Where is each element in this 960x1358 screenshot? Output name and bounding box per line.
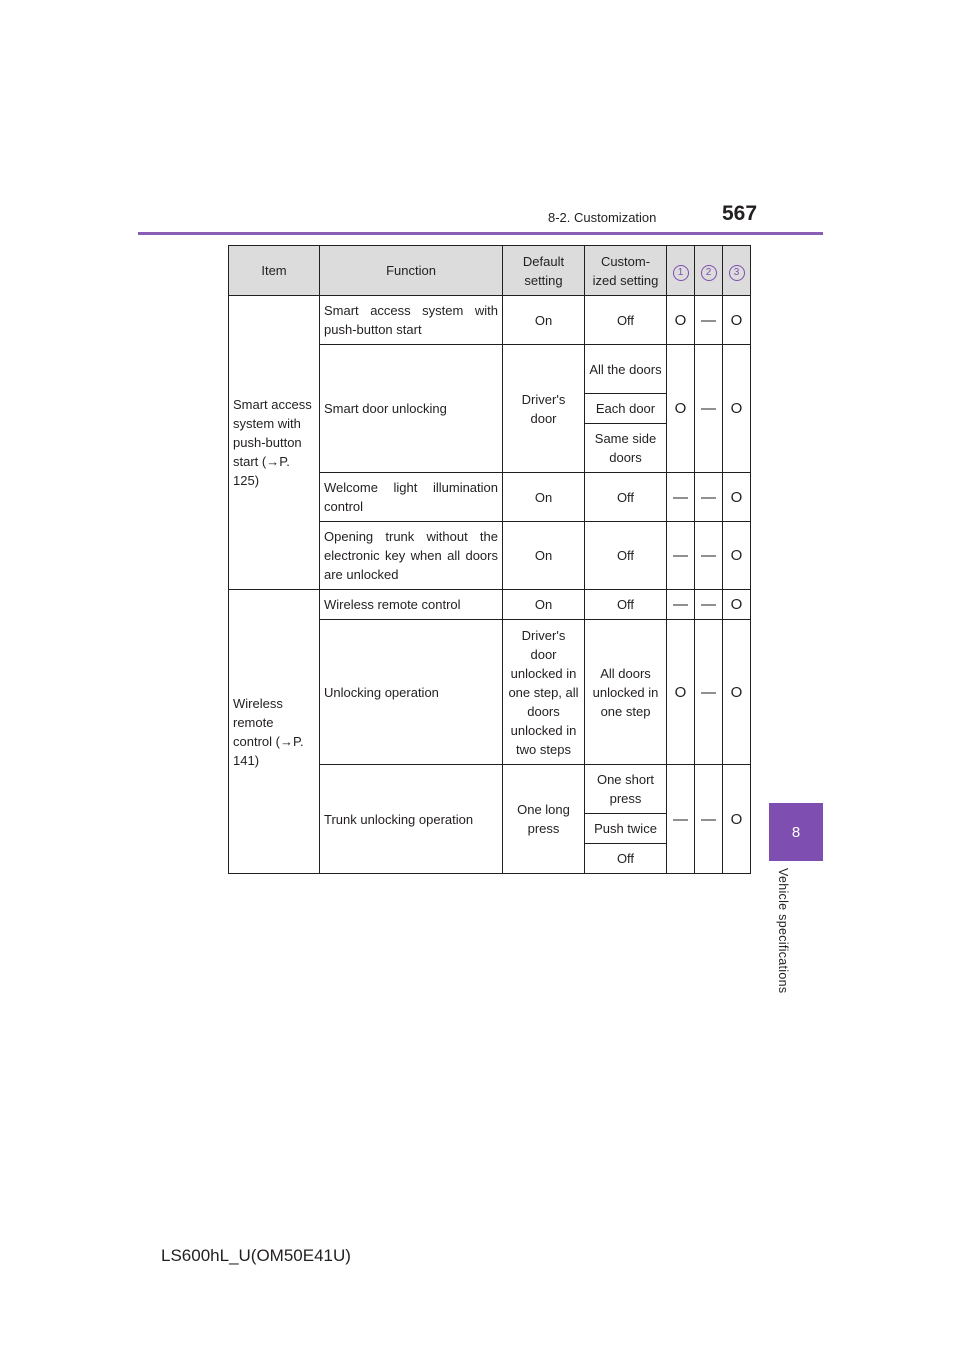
customized-cell: Off [585,296,667,345]
mark-cell: O [723,296,751,345]
mark-cell: O [723,620,751,765]
chapter-tab [769,803,823,861]
default-cell: On [503,473,585,522]
header-col1 [667,246,695,296]
header-item: Item [229,246,320,296]
customized-cell: Off [585,590,667,620]
function-cell: Smart door unlocking [320,345,503,473]
customization-table [228,245,751,874]
default-cell: Driver's door [503,345,585,473]
header-default: Default setting [503,246,585,296]
table-row [229,590,751,620]
default-cell: On [503,590,585,620]
mark-cell: — [667,590,695,620]
model-code: LS600hL_U(OM50E41U) [161,1246,351,1265]
default-cell: On [503,522,585,590]
header-divider [138,232,823,235]
mark-cell: O [723,522,751,590]
table-header-row [229,246,751,296]
mark-cell: — [695,590,723,620]
default-cell: On [503,296,585,345]
item-cell: Wireless remote control (→P. 141) [229,590,320,874]
mark-cell: — [667,522,695,590]
mark-cell: O [723,765,751,874]
header-customized: Custom- ized setting [585,246,667,296]
default-cell: One long press [503,765,585,874]
mark-cell: — [695,473,723,522]
table-row [229,296,751,345]
function-cell: Smart access system with push-button start [320,296,503,345]
header-function: Function [320,246,503,296]
customized-cell: Off [585,473,667,522]
customized-cell: Each door [585,394,667,424]
customized-cell: All doors unlocked in one step [585,620,667,765]
mark-cell: O [667,296,695,345]
mark-cell: O [723,473,751,522]
function-cell: Trunk unlocking operation [320,765,503,874]
function-cell: Welcome light illumination control [320,473,503,522]
number-1-icon: 1 [673,265,689,281]
mark-cell: — [695,296,723,345]
mark-cell: — [667,473,695,522]
mark-cell: — [667,765,695,874]
customized-cell: One short press [585,765,667,814]
customized-cell: Same side doors [585,424,667,473]
mark-cell: — [695,620,723,765]
mark-cell: O [667,620,695,765]
mark-cell: O [723,345,751,473]
mark-cell: O [667,345,695,473]
mark-cell: — [695,522,723,590]
customized-cell: Push twice [585,814,667,844]
section-title: 8-2. Customization [548,210,657,225]
chapter-number: 8 [791,823,801,841]
function-cell: Unlocking operation [320,620,503,765]
item-cell: Smart access system with push-button start (→P. 125) [229,296,320,590]
chapter-label: Vehicle specifications [776,868,790,994]
number-2-icon: 2 [701,265,717,281]
function-cell: Wireless remote control [320,590,503,620]
number-3-icon: 3 [729,265,745,281]
header-col3 [723,246,751,296]
mark-cell: — [695,765,723,874]
customized-cell: Off [585,522,667,590]
page-number: 567 [722,202,758,225]
header-col2 [695,246,723,296]
function-cell: Opening trunk without the electronic key when all doors are unlocked [320,522,503,590]
default-cell: Driver's door unlocked in one step, all doors unlocked in two steps [503,620,585,765]
mark-cell: — [695,345,723,473]
mark-cell: O [723,590,751,620]
customized-cell: All the doors [585,345,667,394]
customized-cell: Off [585,844,667,874]
